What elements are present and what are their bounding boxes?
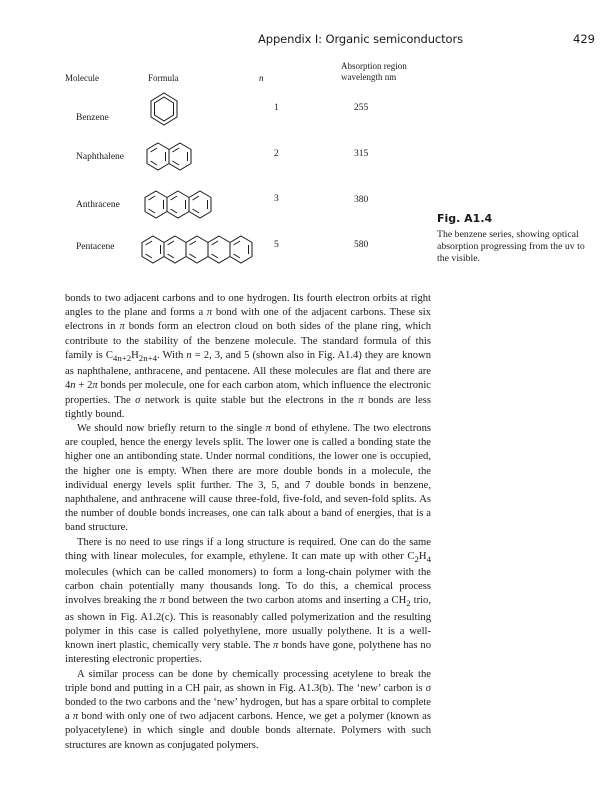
page-number: 429 — [573, 32, 595, 46]
row-naphthalene-name: Naphthalene — [76, 152, 125, 162]
running-head: Appendix I: Organic semiconductors — [258, 32, 463, 46]
figure-caption: The benzene series, showing optical absorption progressing from the uv to the visible. — [437, 229, 585, 264]
row-anthracene-name: Anthracene — [76, 200, 120, 210]
paragraph: There is no need to use rings if a long structure is required. One can do the same thing with linear molecules, for example, ethylene. It can mate up with other $C_2H_4$ molecules (which can be called monomers) to form a long-chain polymer with the carbon chain potentially many thousands long. To do this, a chemical process involves breaking the π bond between the two carbon atoms and inserting a $CH_2$ trio, as shown in Fig. A1.2(c). This is reasonably called polymerization and the resulting polymer in this case is called polyethylene, more usually polythene. It is a well-known inert plastic, chemically very stable. The π bonds have gone, polythene has no interesting electronic properties. — [65, 536, 431, 666]
column-header-absorption-line2: wavelength nm — [341, 72, 397, 82]
naphthalene-structure-icon — [145, 142, 195, 172]
body-text — [65, 292, 431, 753]
row-anthracene-n: 3 — [274, 194, 279, 204]
figure-label: Fig. A1.4 — [437, 212, 493, 225]
row-pentacene-absorption: 580 — [354, 240, 369, 250]
row-benzene-name: Benzene — [76, 113, 109, 123]
row-naphthalene-absorption: 315 — [354, 149, 369, 159]
benzene-structure-icon — [149, 92, 179, 126]
row-pentacene-name: Pentacene — [76, 242, 115, 252]
column-header-n: n — [259, 73, 264, 83]
column-header-formula: Formula — [148, 73, 179, 83]
row-anthracene-absorption: 380 — [354, 195, 369, 205]
row-benzene-n: 1 — [274, 103, 279, 113]
paragraph: bonds to two adjacent carbons and to one hydrogen. Its fourth electron orbits at right angles to the plane and forms a π bond with one of the adjacent carbons. These six electrons in π bonds form an electron cloud on both sides of the plane ring, which contribute to the stability of the benzene molecule. The standard formula of this family is $C_{4n+2}H_{2n+4}$. With n = 2, 3, and 5 (shown also in Fig. A1.4) they are known as naphthalene, anthracene, and pentacene. All these molecules are flat and there are 4n + 2π bonds per molecule, one for each carbon atom, which influence the electronic properties. The σ network is quite stable but the electrons in the π bonds are less tightly bound. — [65, 293, 431, 420]
column-header-molecule: Molecule — [65, 73, 99, 83]
column-header-absorption-line1: Absorption region — [341, 61, 407, 71]
paragraph: A similar process can be done by chemically processing acetylene to break the triple bond and putting in a CH pair, as shown in Fig. A1.3(b). The ‘new’ carbon is σ bonded to the two carbons and the ‘new’ hydrogen, but has a spare orbital to complete a π bond with only one of two adjacent carbons. Hence, we get a polymer (known as polyacetylene) in which single and double bonds alternate. Polymers with such structures are known as conjugated polymers. — [65, 668, 432, 751]
anthracene-structure-icon — [143, 190, 215, 220]
row-benzene-absorption: 255 — [354, 103, 369, 113]
column-header-absorption — [341, 61, 407, 83]
pentacene-structure-icon — [140, 235, 256, 265]
row-naphthalene-n: 2 — [274, 149, 279, 159]
row-pentacene-n: 5 — [274, 240, 279, 250]
paragraph: We should now briefly return to the single π bond of ethylene. The two electrons are coupled, hence the energy levels split. The lower one is called a bonding state the higher one an antibonding state. Under normal conditions, the lower one is occupied, the higher one is empty. When there are more double bonds in a molecule, the individual energy levels split further. The 3, 5, and 7 double bonds in benzene, naphthalene, and anthracene will cause three-fold, five-fold, and seven-fold splits. As the number of double bonds increases, one can talk about a band of energies, that is a band structure. — [65, 422, 431, 534]
